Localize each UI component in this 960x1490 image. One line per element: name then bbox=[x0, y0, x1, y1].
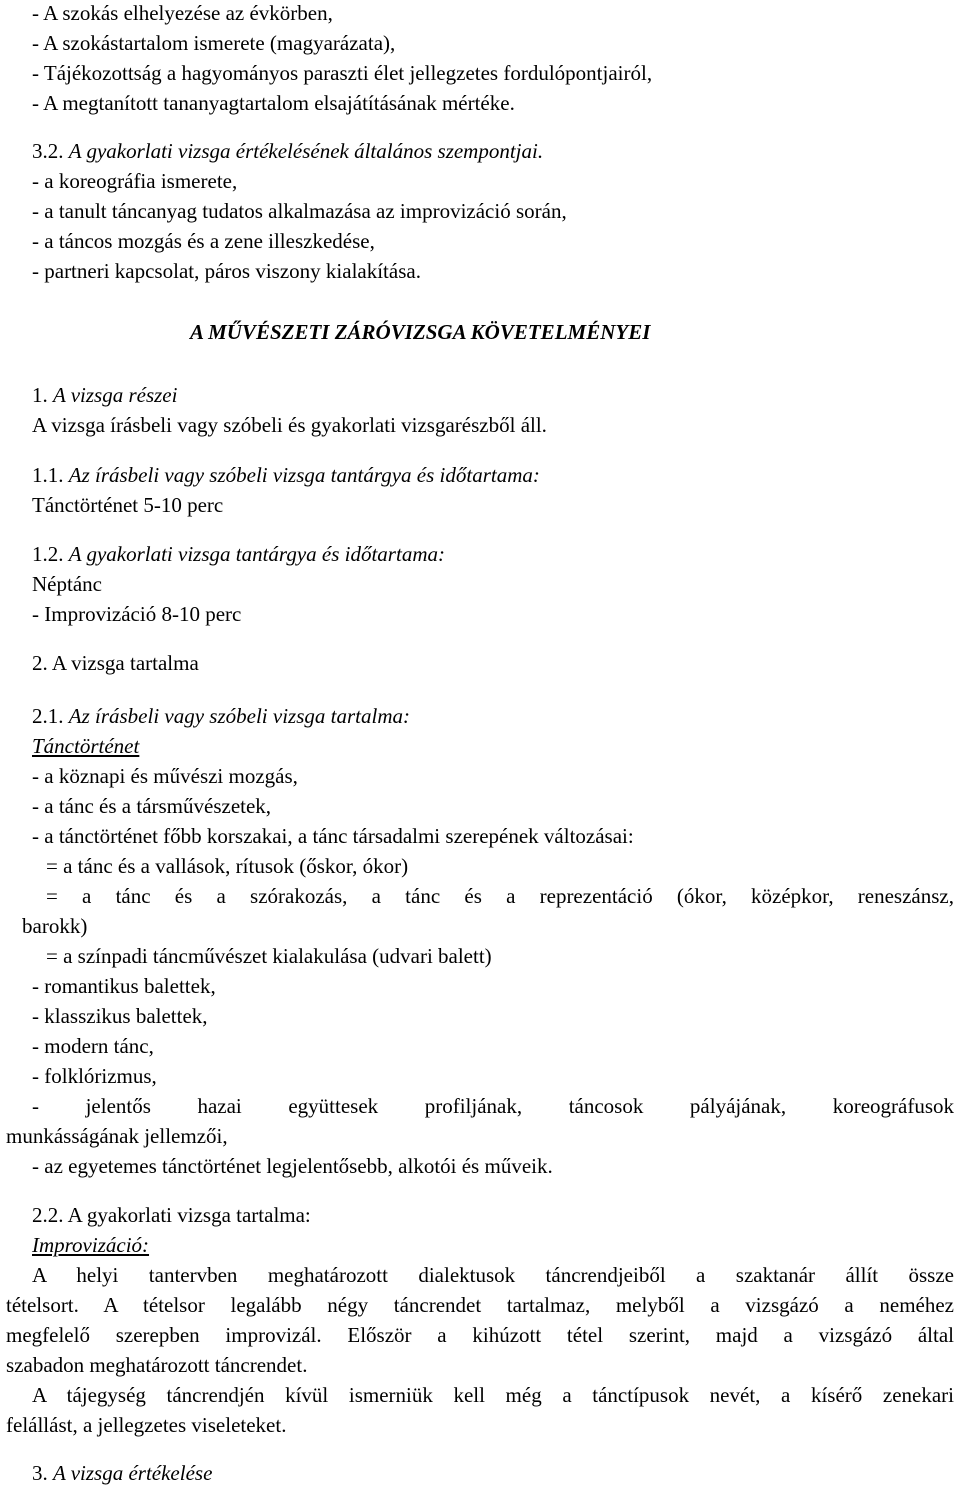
list-item: - folklórizmus, bbox=[32, 1064, 157, 1088]
section-number: 1.1. bbox=[32, 463, 64, 487]
list-item-continuation: munkásságának jellemzői, bbox=[6, 1124, 228, 1148]
text-line: - A megtanított tananyagtartalom elsajátításának mértéke. bbox=[32, 91, 515, 115]
text-line: - A szokás elhelyezése az évkörben, bbox=[32, 1, 333, 25]
section-number: 3. bbox=[32, 1461, 48, 1485]
section-heading: 2. A vizsga tartalma bbox=[32, 651, 199, 675]
list-item: - a táncos mozgás és a zene illeszkedése, bbox=[32, 229, 375, 253]
paragraph-line: A tájegység táncrendjén kívül ismerniük kell még a tánctípusok nevét, a kísérő zenekari bbox=[32, 1383, 954, 1407]
paragraph-line: felállást, a jellegzetes viseleteket. bbox=[6, 1413, 287, 1437]
list-item: - a koreográfia ismerete, bbox=[32, 169, 238, 193]
list-item: - romantikus balettek, bbox=[32, 974, 216, 998]
list-item: - Improvizáció 8-10 perc bbox=[32, 602, 242, 626]
section-title: A vizsga részei bbox=[53, 383, 178, 407]
paragraph-line: tételsort. A tételsor legalább négy táncrendet tartalmaz, melyből a vizsgázó a neméhez bbox=[6, 1293, 954, 1317]
list-item: - jelentős hazai együttesek profiljának, táncosok pályájának, koreográfusok bbox=[32, 1094, 954, 1118]
section-heading bbox=[32, 541, 954, 567]
text-line: - A szokástartalom ismerete (magyarázata), bbox=[32, 31, 396, 55]
list-item: - a köznapi és művészi mozgás, bbox=[32, 764, 298, 788]
main-heading: A MŰVÉSZETI ZÁRÓVIZSGA KÖVETELMÉNYEI bbox=[190, 320, 651, 344]
section-heading bbox=[32, 703, 954, 729]
list-item: - partneri kapcsolat, páros viszony kialakítása. bbox=[32, 259, 421, 283]
section-heading bbox=[32, 382, 954, 408]
sub-list-item: = a tánc és a szórakozás, a tánc és a reprezentáció (ókor, középkor, reneszánsz, bbox=[46, 884, 954, 908]
section-title: A gyakorlati vizsga értékelésének általános szempontjai. bbox=[68, 139, 544, 163]
section-title: Az írásbeli vagy szóbeli vizsga tantárgya és időtartama: bbox=[68, 463, 540, 487]
text-line: Néptánc bbox=[32, 572, 102, 596]
list-item: - klasszikus balettek, bbox=[32, 1004, 208, 1028]
section-number: 3.2. bbox=[32, 139, 64, 163]
sub-list-item: = a tánc és a vallások, rítusok (őskor, ókor) bbox=[46, 854, 409, 878]
paragraph-line: szabadon meghatározott táncrendet. bbox=[6, 1353, 308, 1377]
section-number: 1. bbox=[32, 383, 48, 407]
paragraph-line: megfelelő szerepben improvizál. Először a kihúzott tétel szerint, majd a vizsgázó által bbox=[6, 1323, 954, 1347]
subsection-title: Tánctörténet bbox=[32, 734, 140, 758]
text-line: Tánctörténet 5-10 perc bbox=[32, 493, 224, 517]
text-line: A vizsga írásbeli vagy szóbeli és gyakorlati vizsgarészből áll. bbox=[32, 413, 547, 437]
paragraph-line: A helyi tantervben meghatározott dialektusok táncrendjeiből a szaktanár állít össze bbox=[32, 1263, 954, 1287]
section-number: 1.2. bbox=[32, 542, 64, 566]
sub-list-item-continuation: barokk) bbox=[22, 914, 88, 938]
section-title: A vizsga értékelése bbox=[53, 1461, 213, 1485]
list-item: - az egyetemes tánctörténet legjelentősebb, alkotói és műveik. bbox=[32, 1154, 553, 1178]
list-item: - a tanult táncanyag tudatos alkalmazása az improvizáció során, bbox=[32, 199, 567, 223]
section-heading: 2.2. A gyakorlati vizsga tartalma: bbox=[32, 1203, 311, 1227]
subsection-title: Improvizáció: bbox=[32, 1233, 150, 1257]
section-heading bbox=[32, 462, 954, 488]
section-heading bbox=[32, 1460, 954, 1486]
section-title: Az írásbeli vagy szóbeli vizsga tartalma: bbox=[68, 704, 410, 728]
list-item: - modern tánc, bbox=[32, 1034, 154, 1058]
sub-list-item: = a színpadi táncművészet kialakulása (udvari balett) bbox=[46, 944, 492, 968]
list-item: - a tánc és a társművészetek, bbox=[32, 794, 272, 818]
section-heading bbox=[32, 138, 954, 164]
section-title: A gyakorlati vizsga tantárgya és időtartama: bbox=[68, 542, 445, 566]
list-item: - a tánctörténet főbb korszakai, a tánc társadalmi szerepének változásai: bbox=[32, 824, 634, 848]
section-number: 2.1. bbox=[32, 704, 64, 728]
text-line: - Tájékozottság a hagyományos paraszti élet jellegzetes fordulópontjairól, bbox=[32, 61, 653, 85]
